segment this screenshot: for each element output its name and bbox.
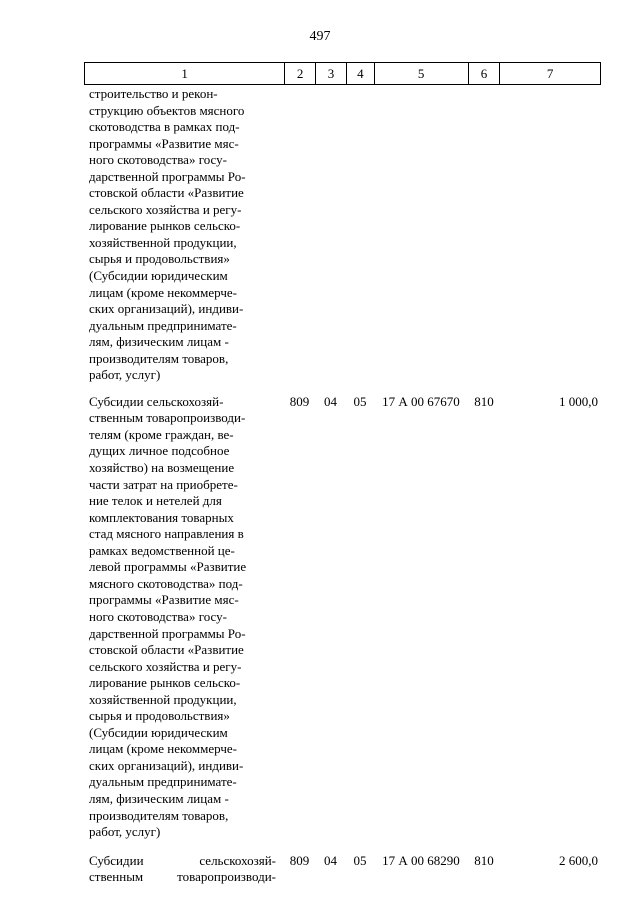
row-expense-type: 810: [474, 852, 494, 868]
row-section-code: 04: [324, 393, 337, 409]
header-col-1: 1: [181, 66, 188, 81]
header-col-7: 7: [499, 63, 600, 84]
header-col-2: 2: [284, 63, 315, 84]
page-number: 497: [309, 29, 331, 44]
row-amount: 1 000,0: [559, 393, 598, 409]
table-row: [84, 853, 601, 886]
header-col-4: 4: [346, 63, 374, 84]
header-col-6: 6: [468, 63, 500, 84]
table-header-row: [84, 62, 601, 85]
row-ministry-code: 809: [289, 393, 310, 409]
budget-table: [84, 62, 601, 886]
row-description: Субсидии сельскохозяй- ственным товаропроизводи- телям (кроме граждан, ве- дущих личное подсобное хозяйство) на возмещение части затрат на приобрете- ние телок и нетелей для комплектования товарных стад мясного направления в рамках ведомственной це- левой программы «Развитие мясного скотоводства» под- программы «Развитие мяс- ного скотоводства» госу- дарственной программы Ро- стовской области «Развитие сельского хозяйства и регу- лирование рынков сельско- хозяйственной продукции, сырья и продовольствия» (Субсидии юридическим лицам (кроме некоммерче- ских организаций), индиви- дуальным предпринимате- лям, физическим лицам - производителям товаров, работ, услуг): [89, 393, 247, 840]
row-description: строительство и рекон- струкцию объектов мясного скотоводства в рамках под- программы «Развитие мяс- ного скотоводства» госу- дарственной программы Ро- стовской области «Развитие сельского хозяйства и регу- лирование рынков сельско- хозяйственной продукции, сырья и продовольствия» (Субсидии юридическим лицам (кроме некоммерче- ских организаций), индиви- дуальным предпринимате- лям, физическим лицам - производителям товаров, работ, услуг): [89, 86, 246, 383]
row-amount: 2 600,0: [559, 852, 598, 868]
row-ministry-code: 809: [289, 852, 310, 868]
row-subsection-code: 05: [353, 852, 367, 868]
header-col-3: 3: [315, 63, 346, 84]
row-description: Субсидии сельскохозяй- ственным товаропроизводи-: [89, 852, 276, 885]
row-subsection-code: 05: [353, 393, 367, 409]
table-row: [84, 86, 601, 384]
row-target-article: 17 А 00 67670: [382, 393, 460, 409]
row-section-code: 04: [324, 852, 337, 868]
row-expense-type: 810: [474, 393, 494, 409]
table-row: [84, 394, 601, 841]
row-target-article: 17 А 00 68290: [382, 852, 460, 868]
header-col-5: 5: [374, 63, 468, 84]
